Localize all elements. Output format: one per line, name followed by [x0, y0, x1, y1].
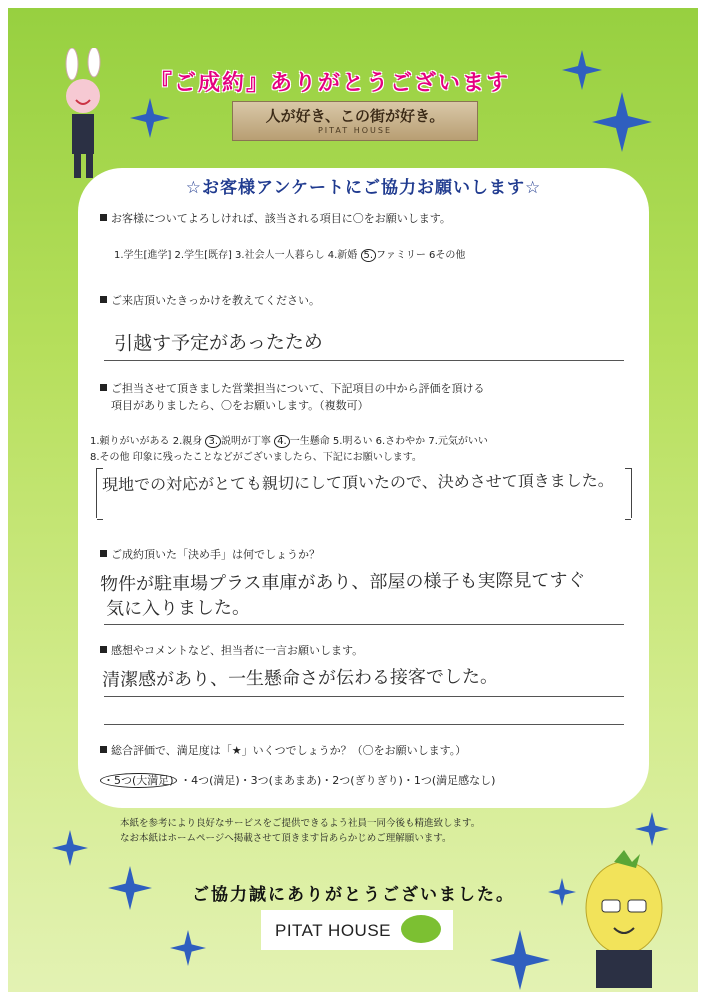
- star-icon: [170, 930, 206, 966]
- answer-underline: [104, 360, 624, 361]
- question-visit-reason: ご来店頂いたきっかけを教えてください。: [100, 292, 320, 308]
- satisfaction-options: ・5つ(大満足) ・4つ(満足)・3つ(まあまあ)・2つ(ぎりぎり)・1つ(満足感なし): [100, 772, 495, 788]
- pitat-house-logo: [261, 910, 453, 950]
- question-staff-evaluation-line2: 項目がありましたら、〇をお願いします。（複数可）: [111, 399, 369, 412]
- mascot-character-icon: [574, 850, 674, 990]
- customer-type-options: 1.学生[進学] 2.学生[既存] 3.社会人一人暮らし 4.新婚 5. ファミリー 6その他: [114, 250, 466, 261]
- rabbit-mascot-icon: [50, 48, 120, 188]
- survey-title: ☆お客様アンケートにご協力お願いします☆: [185, 178, 542, 198]
- disclaimer-line1: 本紙を参考により良好なサービスをご提供できるよう社員一同今後も精進致します。: [120, 818, 481, 829]
- staff-evaluation-options: 1.頼りがいがある 2.親身 3. 説明が丁寧 4. 一生懸命 5.明るい 6.さわやか 7.元気がいい: [90, 436, 488, 447]
- question-satisfaction: 総合評価で、満足度は「★」いくつでしょうか？（〇をお願いします。）: [100, 742, 466, 758]
- question-deciding-factor: ご成約頂いた「決め手」は何でしょうか？: [100, 546, 320, 562]
- handwritten-answer: 現地での対応がとても親切にして頂いたので、決めさせて頂きました。: [101, 470, 614, 495]
- handwritten-answer: 気に入りました。: [105, 597, 251, 620]
- handwritten-answer: 引越す予定があったため: [113, 331, 323, 355]
- handwritten-answer: 清潔感があり、一生懸命さが伝わる接客でした。: [101, 666, 499, 691]
- answer-underline: [104, 696, 624, 697]
- selected-option: 5.: [361, 249, 377, 262]
- question-staff-evaluation: ご担当させて頂きました営業担当について、下記項目の中から評価を頂ける: [100, 380, 485, 396]
- star-icon: [52, 830, 88, 866]
- star-icon: [635, 812, 669, 846]
- answer-underline: [104, 624, 624, 625]
- star-icon: [592, 92, 652, 152]
- question-customer-type: お客様についてよろしければ、該当される項目に〇をお願いします。: [100, 210, 451, 226]
- banner-brand: PITAT HOUSE: [317, 126, 393, 135]
- survey-card: [78, 168, 649, 808]
- header-title: 『ご成約』ありがとうございます: [150, 71, 511, 96]
- handwritten-answer: 物件が駐車場プラス車庫があり、部屋の様子も実際見てすぐ: [99, 569, 586, 596]
- slogan-text: 人が好き、この街が好き。: [265, 107, 445, 125]
- answer-underline: [104, 724, 624, 725]
- closing-thanks: ご協力誠にありがとうございました。: [192, 885, 515, 905]
- star-icon: [490, 930, 550, 990]
- disclaimer-line2: なお本紙はホームページへ掲載させて頂きます旨あらかじめご理解願います。: [120, 833, 452, 844]
- selected-option: ・5つ(大満足): [100, 773, 177, 788]
- slogan-banner: [232, 101, 478, 141]
- logo-text: PITAT HOUSE: [275, 921, 392, 940]
- question-comment: 感想やコメントなど、担当者に一言お願いします。: [100, 642, 363, 658]
- star-icon: [130, 98, 170, 138]
- staff-evaluation-other: 8.その他 印象に残ったことなどがございましたら、下記にお願いします。: [90, 452, 422, 463]
- speech-bubble-icon: [401, 915, 441, 943]
